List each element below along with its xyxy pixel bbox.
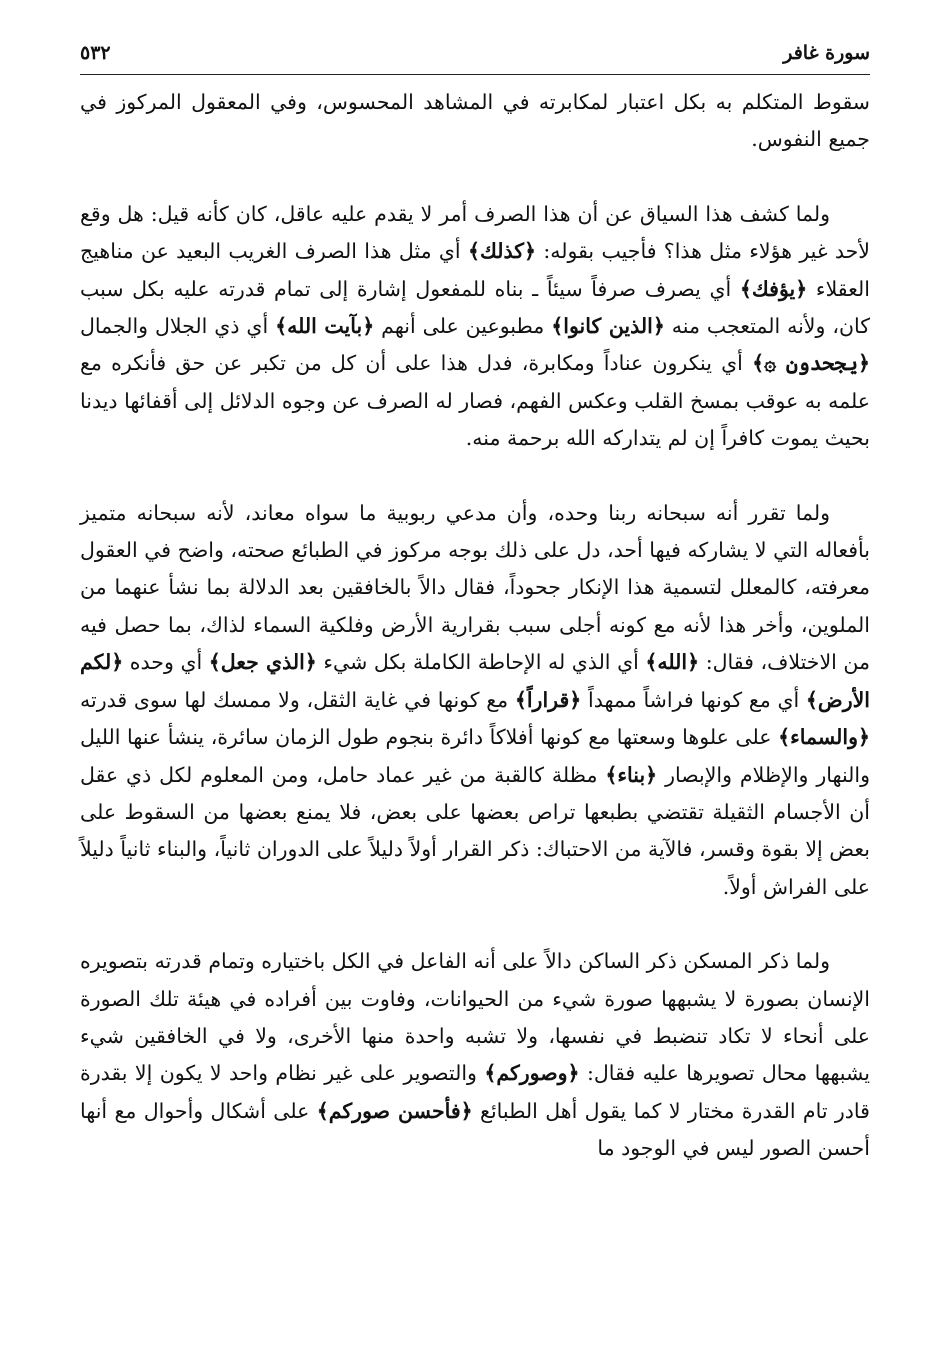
paragraph-text: ولما ذكر المسكن ذكر الساكن دالاً على أنه الفاعل في الكل باختياره وتمام قدرته بتصويره الإنسان بصورة لا يشبهها صورة شيء من الحيوانات، وفاوت بين أفراده في هيئة تلك الصورة على أنحاء لا تكاد تنضبط في نفسها، ولا تشبه واحدة منها الأخرى، ولا في الخافقين شيء يشبهها محال تصويرها عليه فقال:: [80, 949, 870, 1086]
quran-quote: ﴿الذين كانوا﴾: [551, 314, 665, 339]
paragraph-text: مظلة كالقبة من غير عماد حامل، ومن المعلوم لكل ذي عقل أن الأجسام الثقيلة تقتضي بطبعها تراص بعضها على بعض، فلا يمنع بعضها من السقوط على بعض إلا بقوة وقسر، فالآية من الاحتباك: ذكر القرار أولاً دليلاً على الدوران ثانياً، والبناء ثانياً دليلاً على الفراش أولاً.: [80, 762, 870, 899]
paragraph-gap: [80, 159, 870, 196]
paragraph-text: مع كونها في غاية الثقل، ولا ممسك لها سوى قدرته: [80, 687, 515, 712]
surah-title: سورة غافر: [783, 42, 870, 64]
paragraph-text: سقوط المتكلم به بكل اعتبار لمكابرته في المشاهد المحسوس، وفي المعقول المركوز في جميع النفوس.: [80, 90, 870, 152]
quran-quote: ﴿قراراً﴾: [514, 687, 582, 712]
quran-quote: ﴿لكم الأرض﴾: [80, 650, 870, 712]
quran-quote: ﴿بآيت الله﴾: [275, 314, 375, 339]
quran-quote: ﴿يجحدون ۞﴾: [752, 351, 870, 376]
paragraph-4: [80, 943, 870, 1167]
book-page: [80, 36, 870, 1168]
paragraph-gap: [80, 906, 870, 943]
page-header: [80, 36, 870, 75]
paragraph-text: على أشكال وأحوال مع أنها أحسن الصور ليس في الوجود ما: [80, 1098, 870, 1161]
paragraph-text: مطبوعين على أنهم: [374, 314, 552, 339]
paragraph-text: والتصوير على غير نظام واحد لا يكون إلا بقدرة قادر تام القدرة مختار لا كما يقول أهل الطبائع: [80, 1061, 870, 1123]
quran-quote: ﴿الذي جعل﴾: [208, 650, 317, 675]
paragraph-text: أي ينكرون عناداً ومكابرة، فدل هذا على أن كل من تكبر عن حق فأنكره مع علمه به عوقب بمسخ القلب وعكس الفهم، فصار له الصرف عن وجوه الدلائل إلى أقفائها ديدنا بحيث يموت كافراً إن لم يتداركه الله برحمة منه.: [80, 351, 870, 451]
quran-quote: ﴿بناء﴾: [605, 762, 658, 787]
paragraph-gap: [80, 458, 870, 495]
paragraph-text: ولما كشف هذا السياق عن أن هذا الصرف أمر لا يقدم عليه عاقل، كان كأنه قيل: هل وقع لأحد غير هؤلاء مثل هذا؟ فأجيب بقوله:: [80, 201, 870, 264]
quran-quote: ﴿الله﴾: [645, 650, 700, 675]
quran-quote: ﴿فأحسن صوركم﴾: [316, 1098, 473, 1123]
quran-quote: ﴿وصوركم﴾: [484, 1061, 580, 1086]
paragraph-text: أي مثل هذا الصرف الغريب البعيد عن مناهيج العقلاء: [80, 239, 871, 301]
paragraph-3: [80, 495, 870, 906]
quran-quote: ﴿والسماء﴾: [778, 725, 870, 750]
page-body: [80, 84, 870, 1168]
paragraph-text: على علوها وسعتها مع كونها أفلاكاً دائرة بنجوم طول الزمان سائرة، ينشأ عنها الليل والنهار والإظلام والإبصار: [80, 725, 870, 787]
paragraph-text: أي ذي الجلال والجمال: [80, 314, 276, 339]
quran-quote: ﴿كذلك﴾: [467, 239, 537, 264]
paragraph-2: [80, 196, 870, 458]
paragraph-1: [80, 84, 870, 159]
paragraph-text: أي الذي له الإحاطة الكاملة بكل شيء: [316, 650, 646, 675]
page-number: ٥٣٢: [80, 42, 111, 64]
paragraph-text: أي مع كونها فراشاً ممهداً: [581, 687, 806, 712]
quran-quote: ﴿يؤفك﴾: [739, 276, 808, 301]
paragraph-text: أي يصرف صرفاً سيئاً ـ بناه للمفعول إشارة إلى تمام قدرته عليه بكل سبب كان، ولأنه المتعجب منه: [80, 276, 871, 339]
paragraph-text: أي وحده: [123, 650, 209, 675]
paragraph-text: ولما تقرر أنه سبحانه ربنا وحده، وأن مدعي ربوبية ما سواه معاند، لأنه سبحانه متميز بأفعاله التي لا يشاركه فيها أحد، دل على ذلك بوجه مركوز في الطبائع صحته، واضح في العقول معرفته، كالمعلل لتسمية هذا الإنكار جحوداً، فقال دالاً بالخافقين بعد الدلالة بما نشأ عنهما من الملوين، وأخر هذا لأنه مع كونه أجلى سبب بقرارية الأرض وفلكية السماء لذاك، بما حصل فيه من الاختلاف، فقال:: [80, 500, 870, 675]
